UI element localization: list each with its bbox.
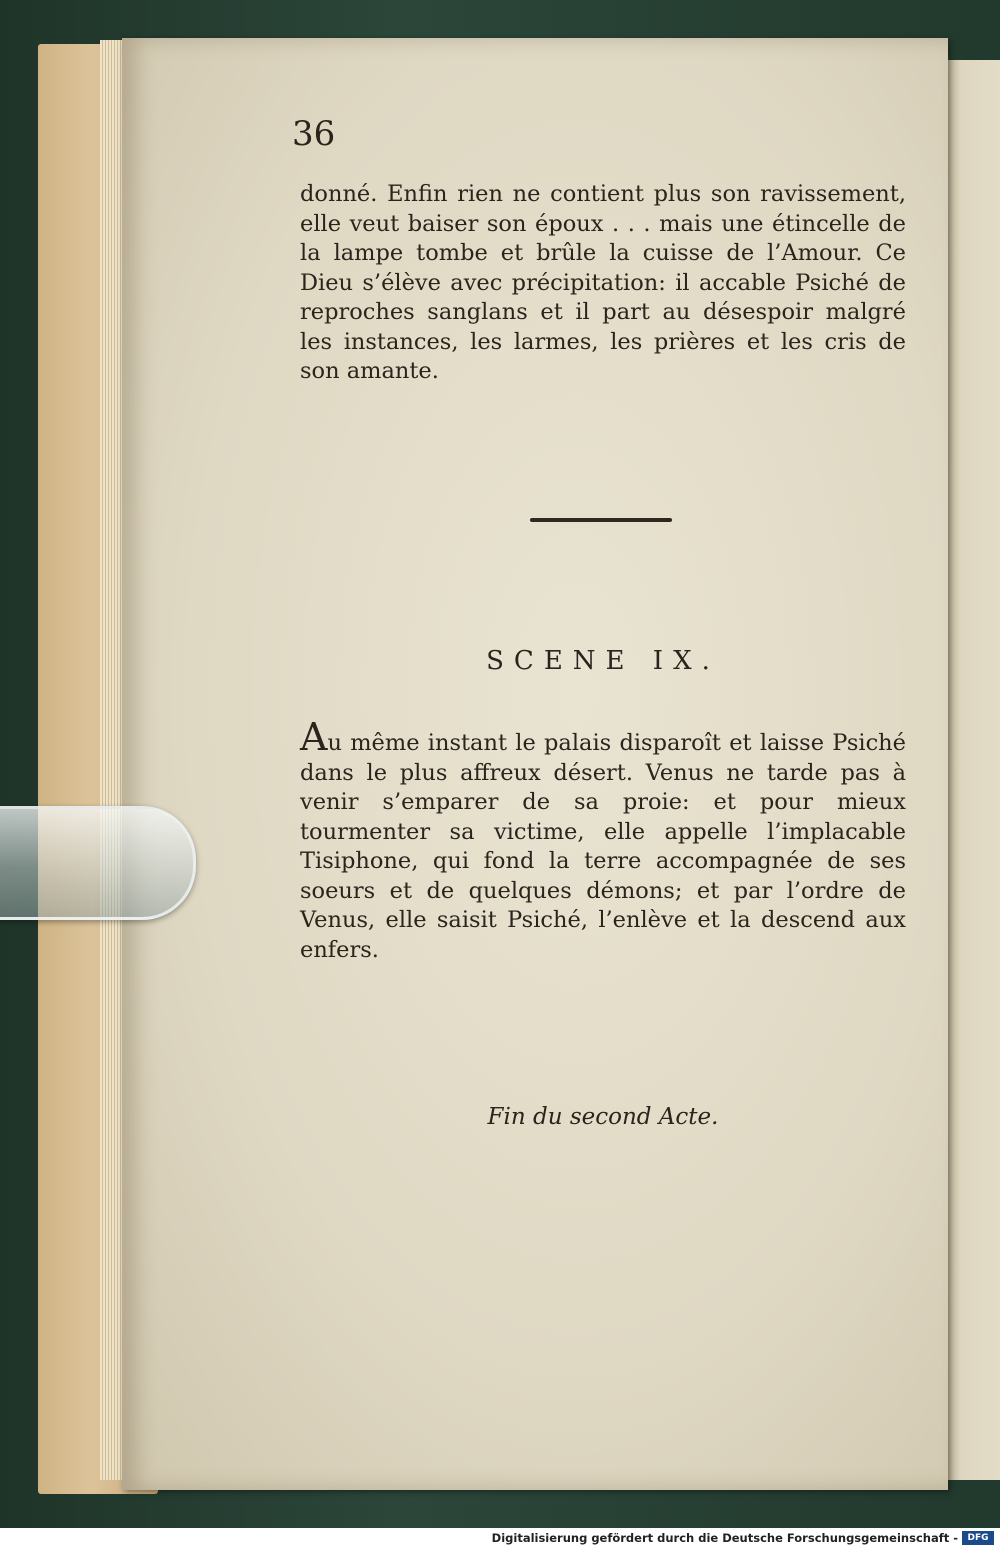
page-number: 36 <box>292 114 336 154</box>
paragraph-2 <box>300 715 906 965</box>
facing-page-edge <box>945 60 1000 1480</box>
dfg-logo: DFG <box>962 1531 994 1545</box>
page-holder-clip <box>0 806 196 920</box>
paragraph-1: donné. Enfin rien ne contient plus son ravissement, elle veut baiser son époux . . . mais une étincelle de la lampe tombe et brûle la cuisse de l’Amour. Ce Dieu s’élève avec précipitation: il accable Psiché de reproches sanglans et il part au désespoir malgré les instances, les larmes, les prières et les cris de son amante. <box>300 181 906 384</box>
act-ending: Fin du second Acte. <box>487 1104 719 1130</box>
paragraph-2-text: u même instant le palais disparoît et laisse Psiché dans le plus affreux désert. Venus ne tarde pas à venir s’emparer de sa proie: et pour mieux tourmenter sa victime, elle appelle l’implacable Tisiphone, qui fond la terre accompagnée de ses soeurs et de quelques démons; et par l’ordre de Venus, elle saisit Psiché, l’enlève et la descend aux enfers. <box>300 730 906 963</box>
section-divider <box>530 518 672 522</box>
scene-heading: SCENE IX. <box>486 646 720 676</box>
drop-initial: A <box>300 715 328 759</box>
digitization-credit: Digitalisierung gefördert durch die Deutsche Forschungsgemeinschaft - <box>491 1531 958 1545</box>
